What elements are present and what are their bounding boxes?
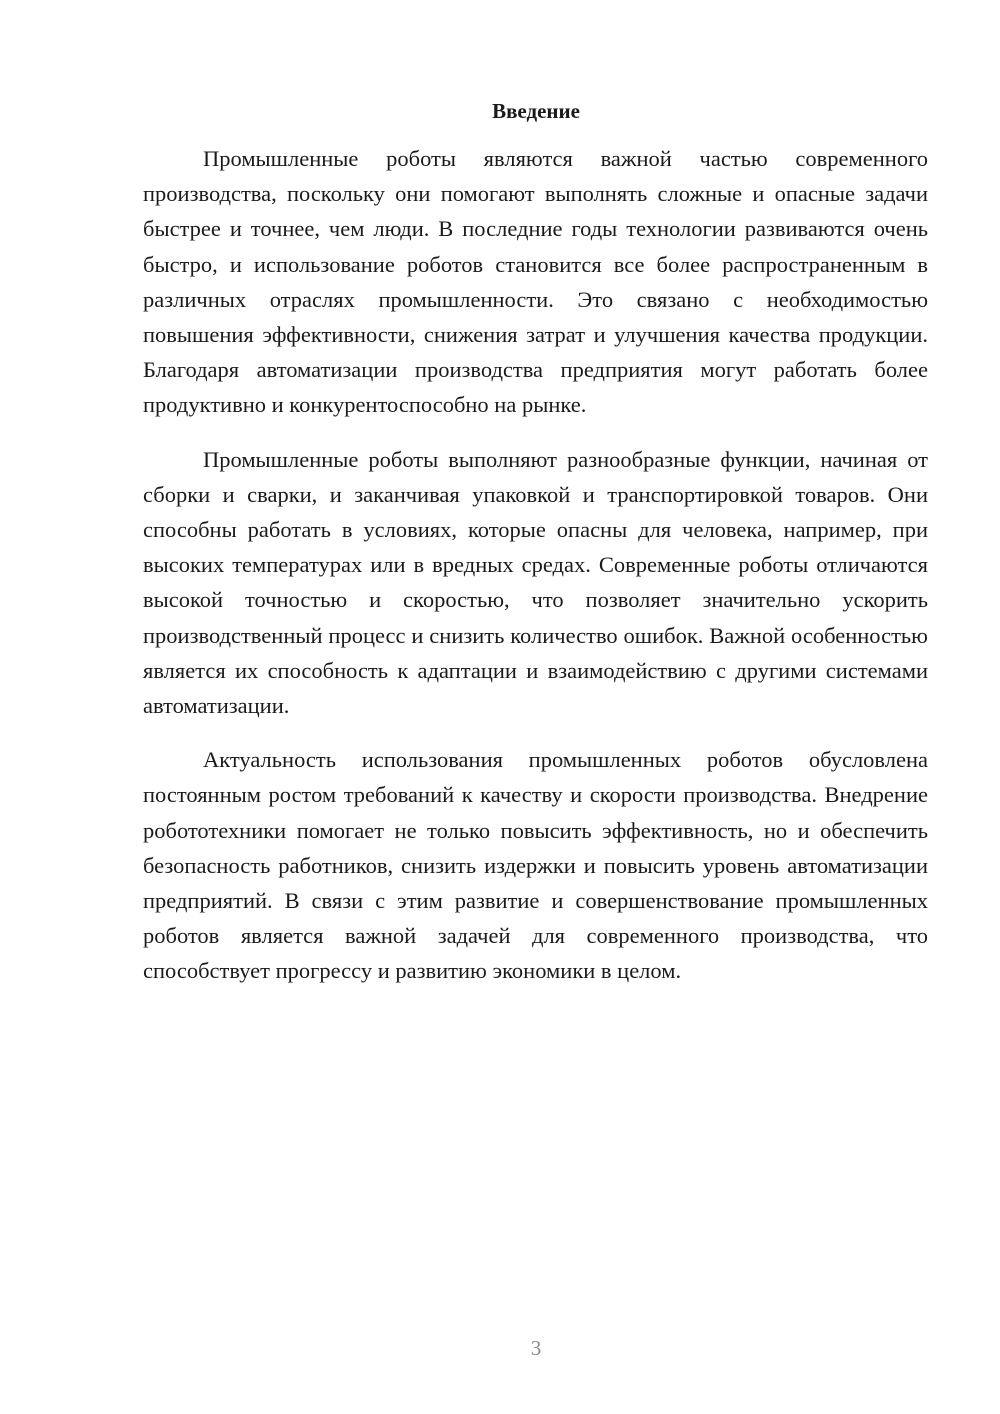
- body-text: [143, 141, 928, 1008]
- section-heading: Введение: [492, 99, 580, 123]
- paragraph-1: Промышленные роботы являются важной частью современного производства, поскольку они помогают выполнять сложные и опасные задачи быстрее и точнее, чем люди. В последние годы технологии развиваются очень быстро, и использование роботов становится все более распространенным в различных отраслях промышленности. Это связано с необходимостью повышения эффективности, снижения затрат и улучшения качества продукции. Благодаря автоматизации производства предприятия могут работать более продуктивно и конкурентоспособно на рынке.: [143, 146, 928, 418]
- paragraph-2: Промышленные роботы выполняют разнообразные функции, начиная от сборки и сварки, и заканчивая упаковкой и транспортировкой товаров. Они способны работать в условиях, которые опасны для человека, например, при высоких температурах или в вредных средах. Современные роботы отличаются высокой точностью и скоростью, что позволяет значительно ускорить производственный процесс и снизить количество ошибок. Важной особенностью является их способность к адаптации и взаимодействию с другими системами автоматизации.: [143, 446, 928, 719]
- paragraph-3: Актуальность использования промышленных роботов обусловлена постоянным ростом требований к качеству и скорости производства. Внедрение робототехники помогает не только повысить эффективность, но и обеспечить безопасность работников, снизить издержки и повысить уровень автоматизации предприятий. В связи с этим развитие и совершенствование промышленных роботов является важной задачей для современного производства, что способствует прогрессу и развитию экономики в целом.: [143, 747, 928, 984]
- page-number: 3: [530, 1336, 542, 1360]
